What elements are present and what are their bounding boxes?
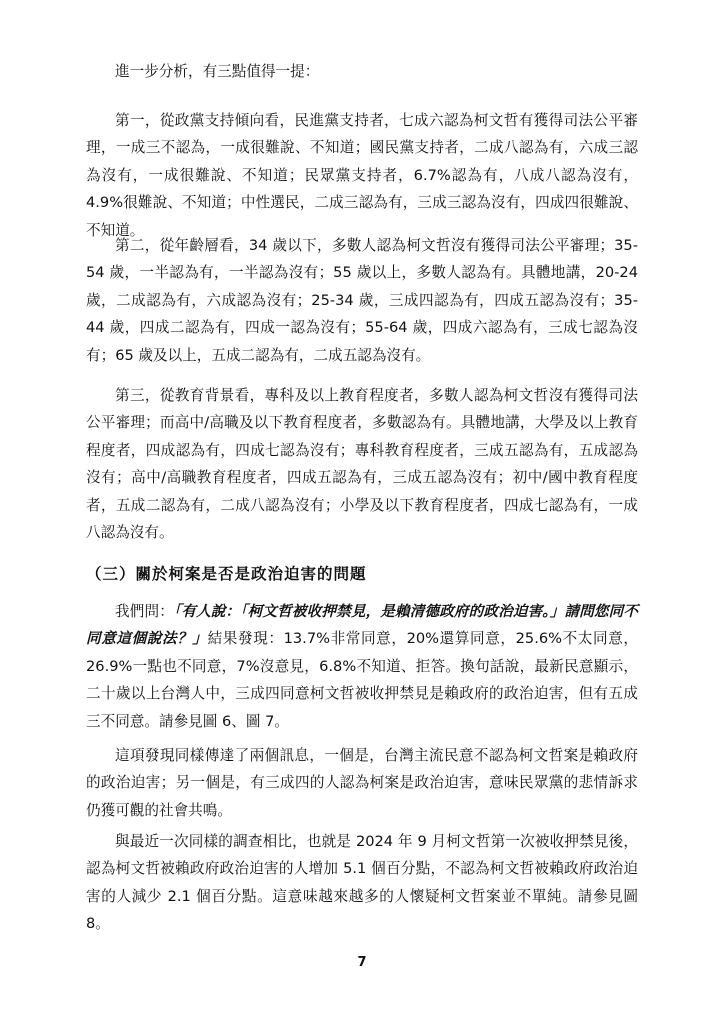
question-results: 結果發現：13.7%非常同意，20%還算同意，25.6%不太同意，26.9%一點也不同意，7%沒意見，6.8%不知道、拒答。換句話說，最新民意顯示，二十歲以上台灣人中，三成四同意柯文哲被收押禁見是賴政府的政治迫害，但有五成三不同意。請參見圖 6、圖 7。 (86, 630, 638, 730)
party-analysis-paragraph: 第一，從政黨支持傾向看，民進黨支持者，七成六認為柯文哲有獲得司法公平審理，一成三不認為，一成很難說、不知道；國民黨支持者，二成八認為有，六成三認為沒有，一成很難說、不知道；民眾黨支持者，6.7%認為有，八成八認為沒有，4.9%很難說、不知道；中性選民，二成三認為有，三成三認為沒有，四成四很難說、不知道。 (86, 112, 638, 239)
education-analysis-paragraph: 第三，從教育背景看，專科及以上教育程度者，多數人認為柯文哲沒有獲得司法公平審理；而高中/高職及以下教育程度者，多數認為有。具體地講，大學及以上教育程度者，四成認為有，四成七認為沒有；專科教育程度者，三成五認為有，五成認為沒有；高中/高職教育程度者，四成五認為有，三成五認為沒有；初中/國中教育程度者，五成二認為有，二成八認為沒有；小學及以下教育程度者，四成七認為有，一成八認為沒有。 (86, 387, 638, 542)
section-heading: （三）關於柯案是否是政治迫害的問題 (86, 565, 367, 583)
survey-question-paragraph (86, 598, 638, 735)
intro-paragraph: 進一步分析，有三點值得一提： (115, 63, 320, 80)
question-quote: 「有人說：「柯文哲被收押禁見，是賴清德政府的政治迫害。」請問您同不同意這個說法？」 (86, 603, 638, 648)
age-analysis-paragraph: 第二，從年齡層看，34 歲以下，多數人認為柯文哲沒有獲得司法公平審理；35-54 歲，一半認為有，一半認為沒有；55 歲以上，多數人認為有。具體地講，20-24 歲，二成認為有，六成認為沒有；25-34 歲，三成四認為有，四成五認為沒有；35-44 歲，四成二認為有，四成一認為沒有；55-64 歲，四成六認為有，三成七認為沒有；65 歲及以上，五成二認為有，二成五認為沒有。 (86, 237, 638, 364)
interpretation-paragraph: 這項發現同樣傳達了兩個訊息，一個是，台灣主流民意不認為柯文哲案是賴政府的政治迫害；另一個是，有三成四的人認為柯案是政治迫害，意味民眾黨的悲情訴求仍獲可觀的社會共鳴。 (86, 747, 638, 819)
comparison-paragraph: 與最近一次同樣的調查相比，也就是 2024 年 9 月柯文哲第一次被收押禁見後，認為柯文哲被賴政府政治迫害的人增加 5.1 個百分點，不認為柯文哲被賴政府政治迫害的人減少 2.1 個百分點。這意味越來越多的人懷疑柯文哲案並不單純。請參見圖 8。 (86, 833, 638, 933)
question-lead: 我們問： (115, 603, 174, 620)
page-number: 7 (357, 955, 367, 970)
